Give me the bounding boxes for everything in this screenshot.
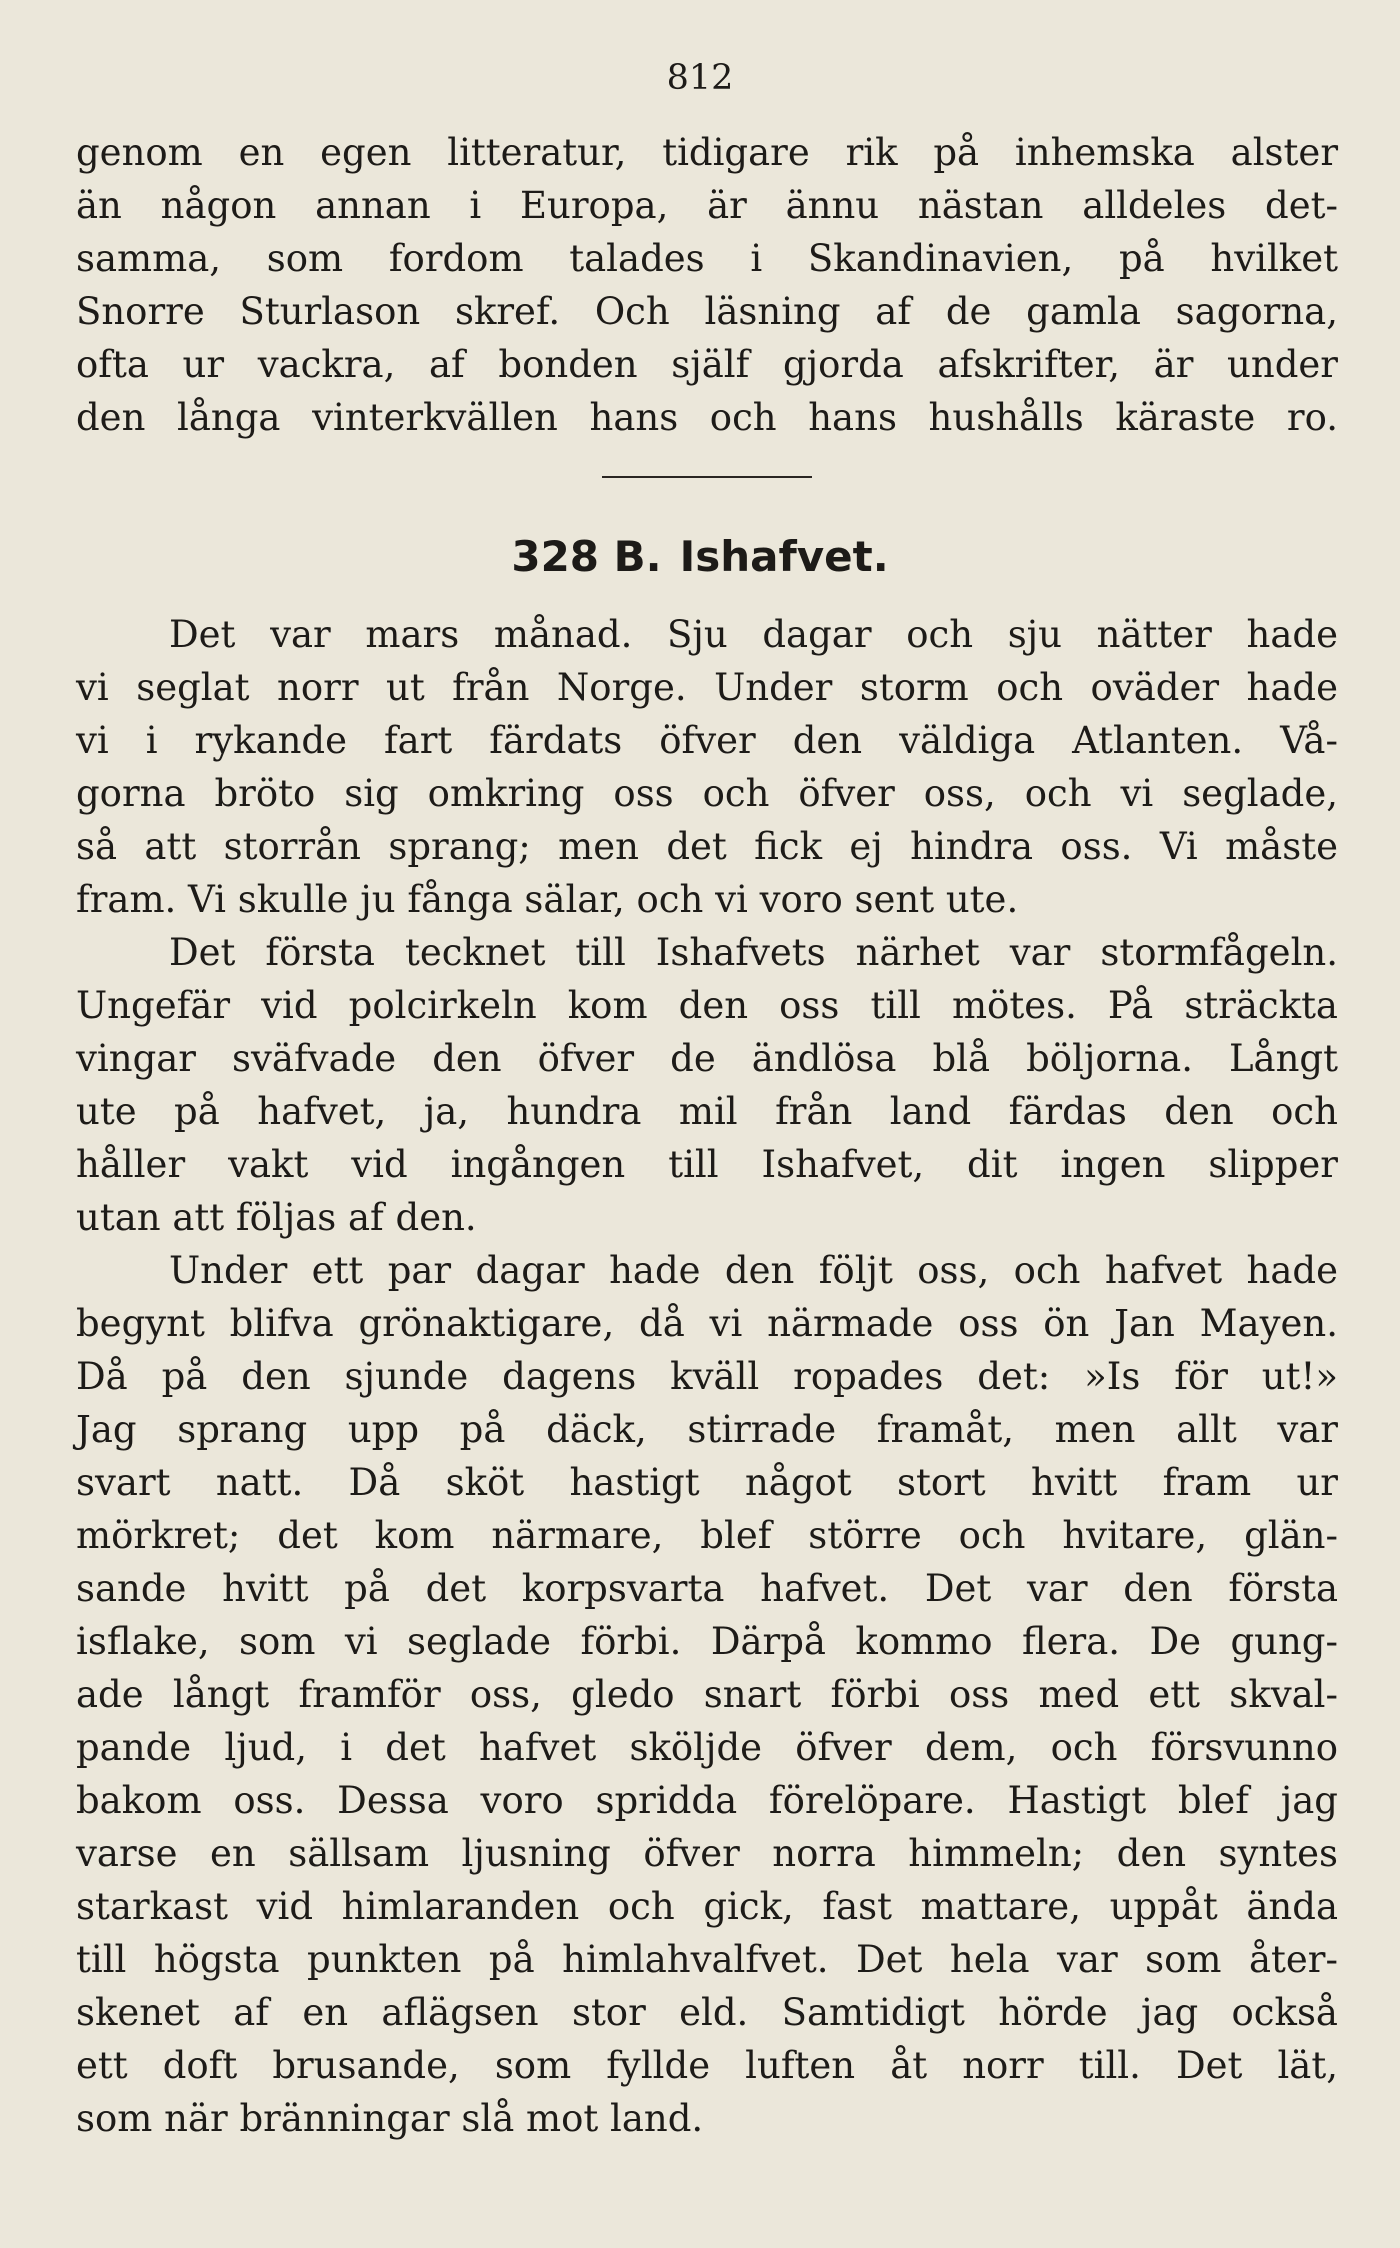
- section-title: Ishafvet.: [679, 532, 889, 581]
- text-line: Snorre Sturlason skref. Och läsning af de gamla sagorna,: [76, 290, 1338, 333]
- section-heading: [0, 532, 1400, 581]
- text-line: ute på hafvet, ja, hundra mil från land färdas den och: [76, 1090, 1338, 1133]
- text-line: som när bränningar slå mot land.: [76, 2097, 704, 2140]
- text-line: vi i rykande fart färdats öfver den väldiga Atlanten. Vå-: [76, 719, 1338, 762]
- text-line: Det var mars månad. Sju dagar och sju nätter hade: [169, 613, 1338, 656]
- text-line: begynt blifva grönaktigare, då vi närmade oss ön Jan Mayen.: [76, 1302, 1338, 1345]
- text-line: Det första tecknet till Ishafvets närhet var stormfågeln.: [169, 931, 1338, 974]
- text-line: Under ett par dagar hade den följt oss, och hafvet hade: [169, 1249, 1338, 1292]
- text-line: pande ljud, i det hafvet sköljde öfver dem, och försvunno: [76, 1726, 1338, 1769]
- text-line: skenet af en aflägsen stor eld. Samtidigt hörde jag också: [76, 1991, 1338, 2034]
- text-line: Ungefär vid polcirkeln kom den oss till mötes. På sträckta: [76, 984, 1338, 1027]
- text-line: till högsta punkten på himlahvalfvet. Det hela var som åter-: [76, 1938, 1338, 1981]
- text-line: ett doft brusande, som fyllde luften åt norr till. Det lät,: [76, 2044, 1338, 2087]
- text-line: starkast vid himlaranden och gick, fast mattare, uppåt ända: [76, 1885, 1338, 1928]
- text-line: mörkret; det kom närmare, blef större och hvitare, glän-: [76, 1514, 1338, 1557]
- text-line: vingar sväfvade den öfver de ändlösa blå böljorna. Långt: [76, 1037, 1338, 1080]
- text-line: fram. Vi skulle ju fånga sälar, och vi voro sent ute.: [76, 878, 1019, 921]
- text-line: genom en egen litteratur, tidigare rik på inhemska alster: [76, 131, 1338, 174]
- text-line: än någon annan i Europa, är ännu nästan alldeles det-: [76, 184, 1338, 227]
- intro-paragraph: [76, 126, 1338, 444]
- text-line: så att storrån sprang; men det fick ej hindra oss. Vi måste: [76, 825, 1338, 868]
- text-line: samma, som fordom talades i Skandinavien, på hvilket: [76, 237, 1338, 280]
- text-line: Jag sprang upp på däck, stirrade framåt, men allt var: [76, 1408, 1338, 1451]
- text-line: ade långt framför oss, gledo snart förbi oss med ett skval-: [76, 1673, 1338, 1716]
- text-line: håller vakt vid ingången till Ishafvet, dit ingen slipper: [76, 1143, 1338, 1186]
- text-line: isflake, som vi seglade förbi. Därpå kommo flera. De gung-: [76, 1620, 1338, 1663]
- text-line: vi seglat norr ut från Norge. Under storm och oväder hade: [76, 666, 1338, 709]
- section-number: 328 B.: [511, 532, 662, 581]
- text-line: Då på den sjunde dagens kväll ropades det: »Is för ut!»: [76, 1355, 1338, 1398]
- paragraph-1: [76, 608, 1338, 926]
- text-line: gorna bröto sig omkring oss och öfver oss, och vi seglade,: [76, 772, 1338, 815]
- text-line: ofta ur vackra, af bonden själf gjorda afskrifter, är under: [76, 343, 1338, 386]
- page-number: 812: [666, 58, 734, 98]
- text-line: den långa vinterkvällen hans och hans hushålls käraste ro.: [76, 396, 1338, 439]
- text-line: bakom oss. Dessa voro spridda förelöpare. Hastigt blef jag: [76, 1779, 1338, 1822]
- paragraph-3: [76, 1244, 1338, 2145]
- paragraph-2: [76, 926, 1338, 1244]
- text-line: sande hvitt på det korpsvarta hafvet. Det var den första: [76, 1567, 1338, 1610]
- section-separator: [602, 476, 812, 478]
- text-line: utan att följas af den.: [76, 1196, 477, 1239]
- text-line: svart natt. Då sköt hastigt något stort hvitt fram ur: [76, 1461, 1338, 1504]
- text-line: varse en sällsam ljusning öfver norra himmeln; den syntes: [76, 1832, 1338, 1875]
